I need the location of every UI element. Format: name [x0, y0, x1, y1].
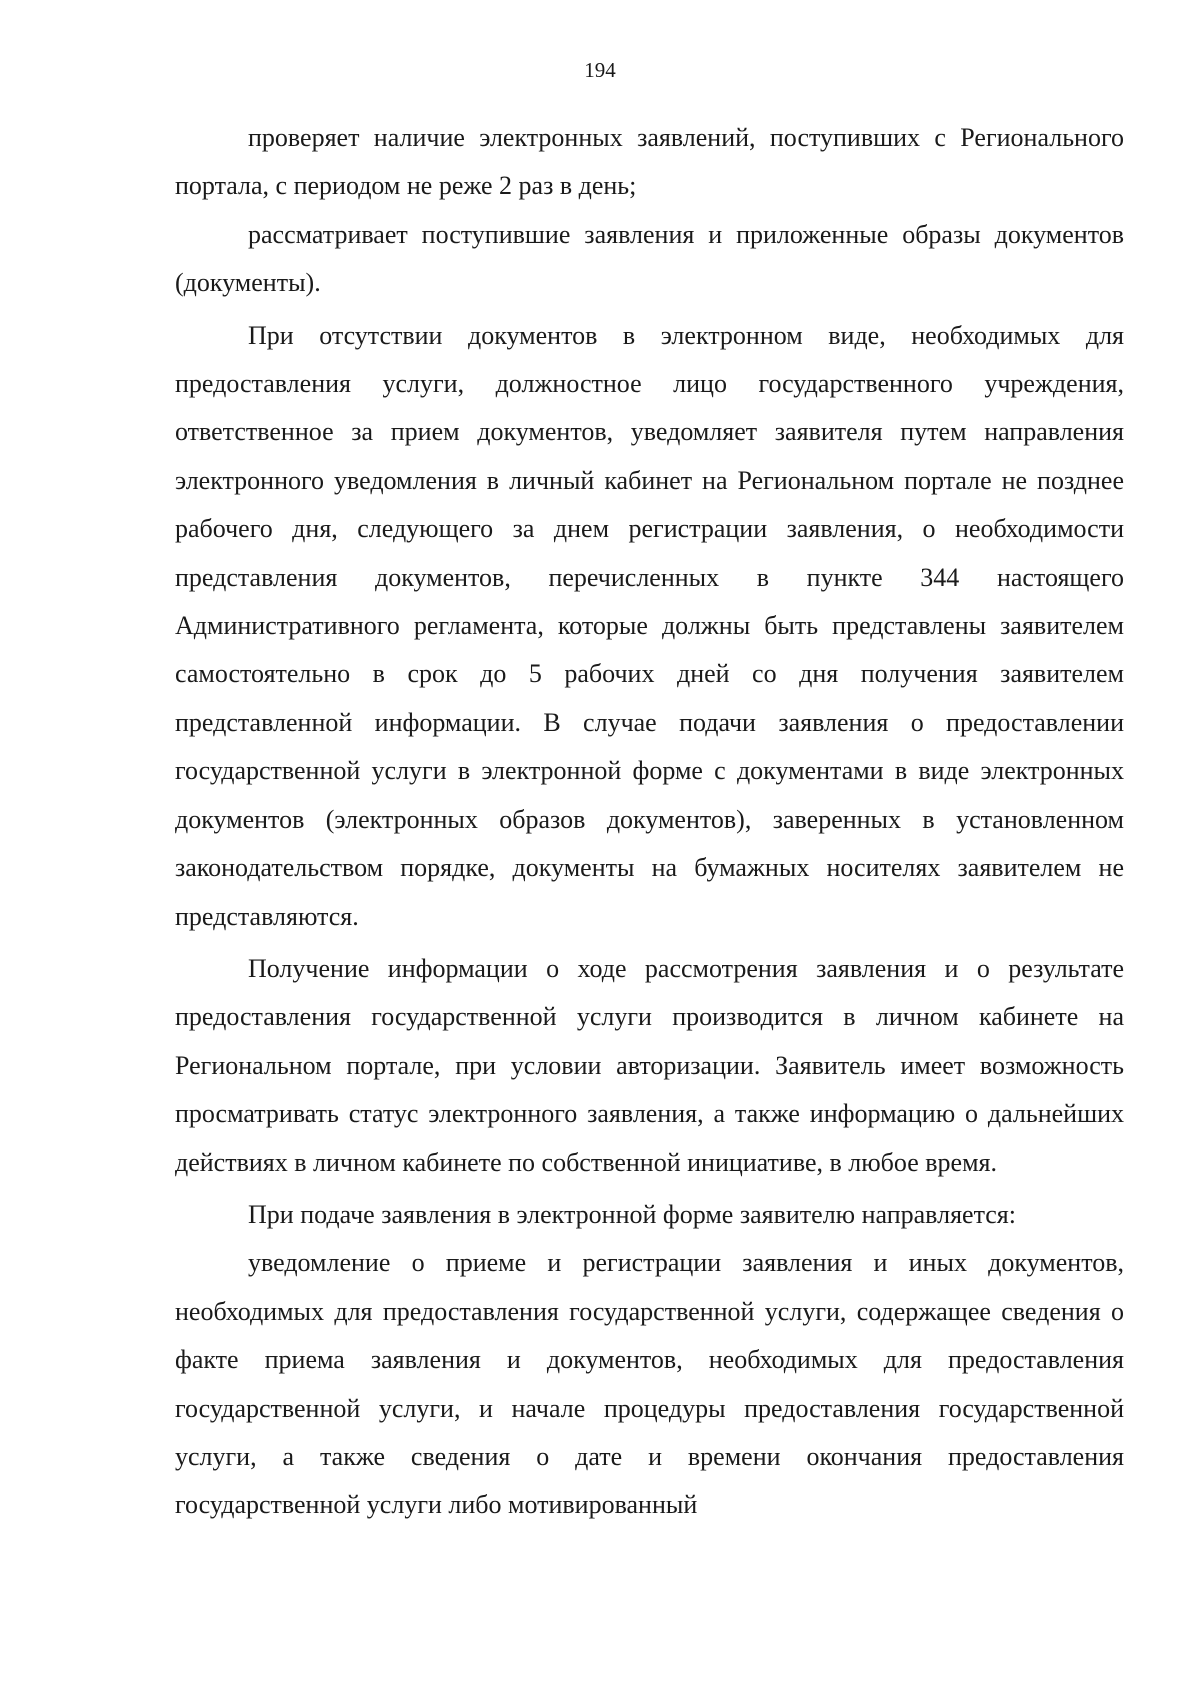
document-body [175, 114, 1124, 1530]
page-number: 194 [584, 58, 616, 82]
paragraph-review-applications: рассматривает поступившие заявления и приложенные образы документов (документы). [175, 219, 1124, 298]
paragraph-check-applications: проверяет наличие электронных заявлений, поступивших с Регионального портала, с периодом не реже 2 раз в день; [175, 123, 1124, 201]
paragraph-missing-documents: При отсутствии документов в электронном виде, необходимых для предоставления услуги, должностное лицо государственного учреждения, ответственное за прием документов, уведомляет заявителя путем направления электронного уведомления в личный кабинет на Региональном портале не позднее рабочего дня, следующего за днем регистрации заявления, о необходимости представления документов, перечисленных в пункте 344 настоящего Административного регламента, которые должны быть представлены заявителем самостоятельно в срок до 5 рабочих дней со дня получения заявителем представленной информации. В случае подачи заявления о предоставлении государственной услуги в электронной форме с документами в виде электронных документов (электронных образов документов), заверенных в установленном законодательством порядке, документы на бумажных носителях заявителем не представляются. [175, 320, 1124, 931]
paragraph-acceptance-notice: уведомление о приеме и регистрации заявления и иных документов, необходимых для предоставления государственной услуги, содержащее сведения о факте приема заявления и документов, необходимых для предоставления государственной услуги, и начале процедуры предоставления государственной услуги, а также сведения о дате и времени окончания предоставления государственной услуги либо мотивированный [175, 1248, 1124, 1520]
paragraph-status-information: Получение информации о ходе рассмотрения заявления и о результате предоставления государственной услуги производится в личном кабинете на Региональном портале, при условии авторизации. Заявитель имеет возможность просматривать статус электронного заявления, а также информацию о дальнейших действиях в личном кабинете по собственной инициативе, в любое время. [175, 953, 1124, 1177]
paragraph-notification-intro: При подаче заявления в электронной форме заявителю направляется: [248, 1199, 1016, 1229]
